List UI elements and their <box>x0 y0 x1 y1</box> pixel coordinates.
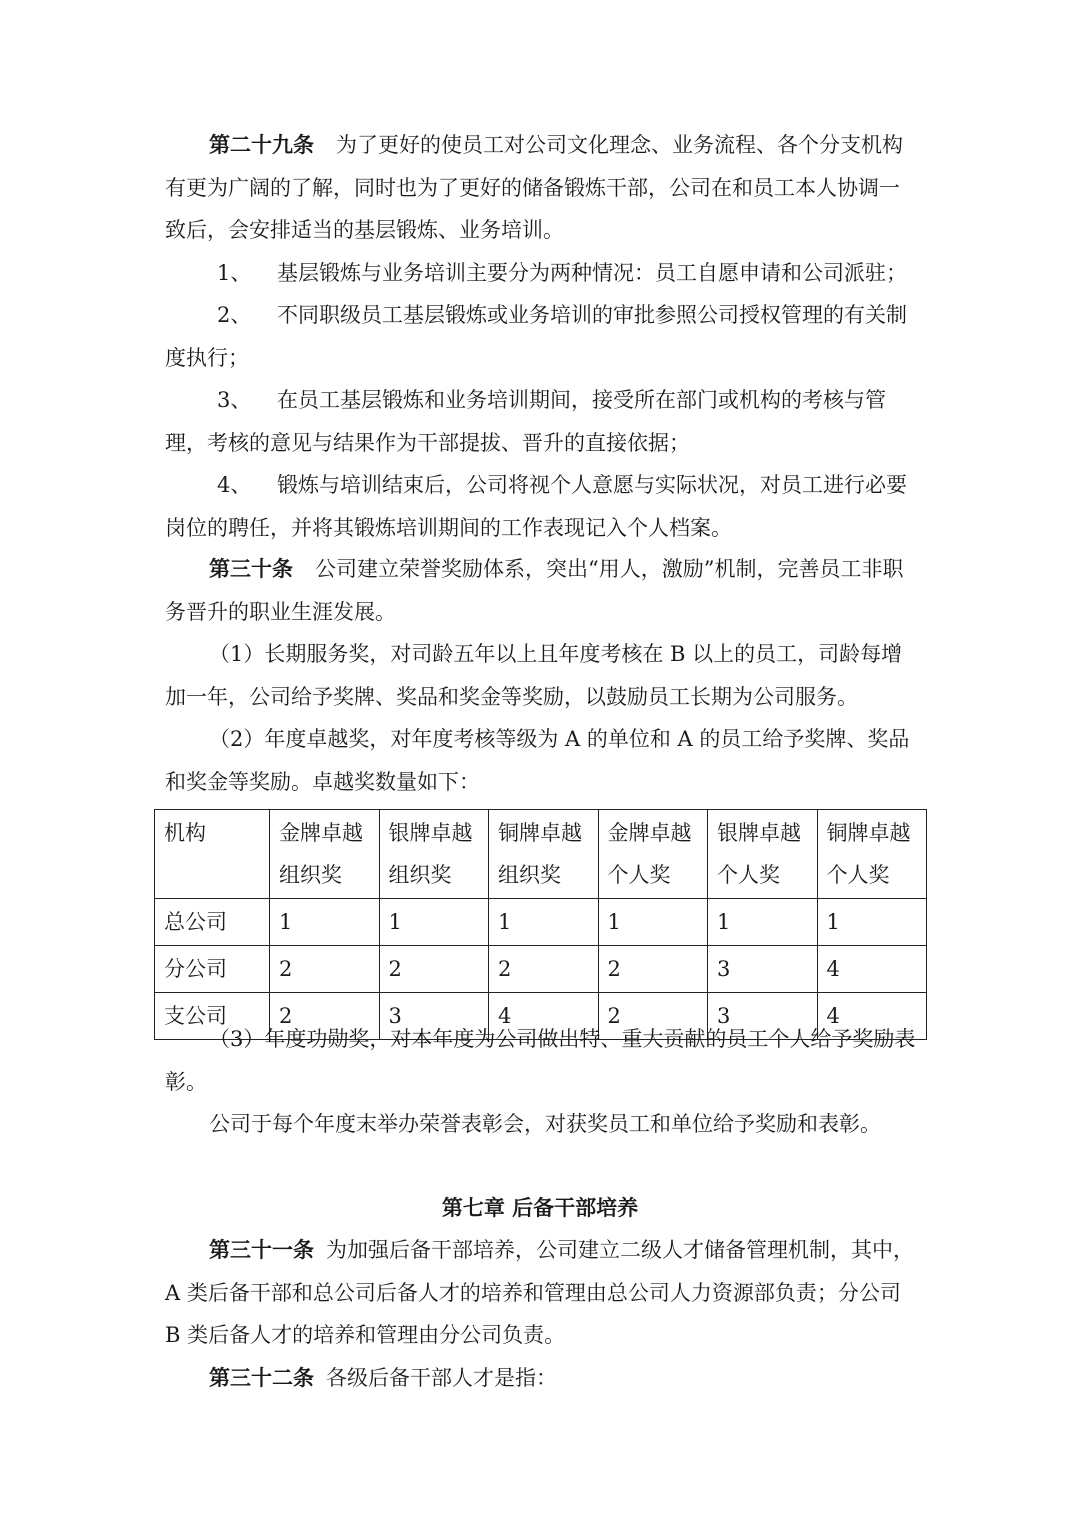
item-number: 1、 <box>217 261 252 285</box>
excellence-award-table <box>154 809 927 1040</box>
item-number: 4、 <box>217 473 252 497</box>
table-cell: 1 <box>598 899 708 946</box>
table-cell: 1 <box>379 899 489 946</box>
award-meritorious-service: （3）年度功勋奖，对本年度为公司做出特、重大贡献的员工个人给予奖励表彰。 <box>165 1027 916 1094</box>
table-cell: 支公司 <box>155 993 270 1040</box>
table-cell: 2 <box>379 946 489 993</box>
table-cell: 4 <box>817 946 927 993</box>
table-header-row <box>155 810 927 899</box>
article-29-item-2 <box>165 294 917 379</box>
article-29-item-3 <box>165 379 917 464</box>
table-cell: 总公司 <box>155 899 270 946</box>
article-31-text: 为加强后备干部培养，公司建立二级人才储备管理机制，其中，A 类后备干部和总公司后备人才的培养和管理由总公司人力资源部负责；分公司 B 类后备人才的培养和管理由分公司负责。 <box>165 1238 914 1347</box>
table-cell: 1 <box>489 899 599 946</box>
article-32-label: 第三十二条 <box>209 1365 314 1390</box>
table-cell: 2 <box>489 946 599 993</box>
table-cell: 3 <box>379 993 489 1040</box>
item-text: 基层锻炼与业务培训主要分为两种情况：员工自愿申请和公司派驻； <box>277 261 907 285</box>
article-31 <box>165 1229 917 1357</box>
table-header-cell: 机构 <box>155 810 270 899</box>
item-text: 锻炼与培训结束后，公司将视个人意愿与实际状况，对员工进行必要岗位的聘任，并将其锻炼培训期间的工作表现记入个人档案。 <box>165 473 907 540</box>
table-header-cell: 金牌卓越个人奖 <box>598 810 708 899</box>
table-cell: 4 <box>817 993 927 1040</box>
table-header-cell: 银牌卓越组织奖 <box>379 810 489 899</box>
article-30-label: 第三十条 <box>209 556 293 581</box>
table-cell: 3 <box>708 993 818 1040</box>
table-header-cell: 铜牌卓越个人奖 <box>817 810 927 899</box>
item-text: 不同职级员工基层锻炼或业务培训的审批参照公司授权管理的有关制度执行； <box>165 303 907 370</box>
article-29-label: 第二十九条 <box>209 132 314 157</box>
table-cell: 分公司 <box>155 946 270 993</box>
chapter-7-heading: 第七章 后备干部培养 <box>441 1195 639 1220</box>
table-cell: 4 <box>489 993 599 1040</box>
item-number: 2、 <box>217 303 252 327</box>
table-header-cell: 银牌卓越个人奖 <box>708 810 818 899</box>
table-cell: 1 <box>708 899 818 946</box>
table-cell: 2 <box>598 993 708 1040</box>
table-cell: 3 <box>708 946 818 993</box>
article-29-item-4 <box>165 464 917 549</box>
article-32 <box>165 1357 917 1400</box>
article-32-text: 各级后备干部人才是指： <box>326 1366 557 1390</box>
article-29-item-1 <box>165 252 917 295</box>
table-row <box>155 899 927 946</box>
item-number: 3、 <box>217 388 252 412</box>
table-cell: 2 <box>270 946 380 993</box>
award-annual-excellence: （2）年度卓越奖，对年度考核等级为 A 的单位和 A 的员工给予奖牌、奖品和奖金等奖励。卓越奖数量如下： <box>165 727 910 794</box>
article-29-text: 为了更好的使员工对公司文化理念、业务流程、各个分支机构有更为广阔的了解，同时也为了更好的储备锻炼干部，公司在和员工本人协调一致后，会安排适当的基层锻炼、业务培训。 <box>165 133 903 242</box>
article-30-text: 公司建立荣誉奖励体系，突出“用人，激励”机制，完善员工非职务晋升的职业生涯发展。 <box>165 557 904 624</box>
table-row <box>155 946 927 993</box>
award-long-service: （1）长期服务奖，对司龄五年以上且年度考核在 B 以上的员工，司龄每增加一年，公司给予奖牌、奖品和奖金等奖励，以鼓励员工长期为公司服务。 <box>165 642 903 709</box>
article-29 <box>165 124 917 252</box>
article-31-label: 第三十一条 <box>209 1237 314 1262</box>
article-30 <box>165 548 917 633</box>
table-cell: 1 <box>817 899 927 946</box>
honor-ceremony-text: 公司于每个年度末举办荣誉表彰会，对获奖员工和单位给予奖励和表彰。 <box>209 1112 881 1136</box>
table-cell: 1 <box>270 899 380 946</box>
table-header-cell: 金牌卓越组织奖 <box>270 810 380 899</box>
table-cell: 2 <box>598 946 708 993</box>
table-header-cell: 铜牌卓越组织奖 <box>489 810 599 899</box>
table-cell: 2 <box>270 993 380 1040</box>
item-text: 在员工基层锻炼和业务培训期间，接受所在部门或机构的考核与管理，考核的意见与结果作为干部提拔、晋升的直接依据； <box>165 388 886 455</box>
